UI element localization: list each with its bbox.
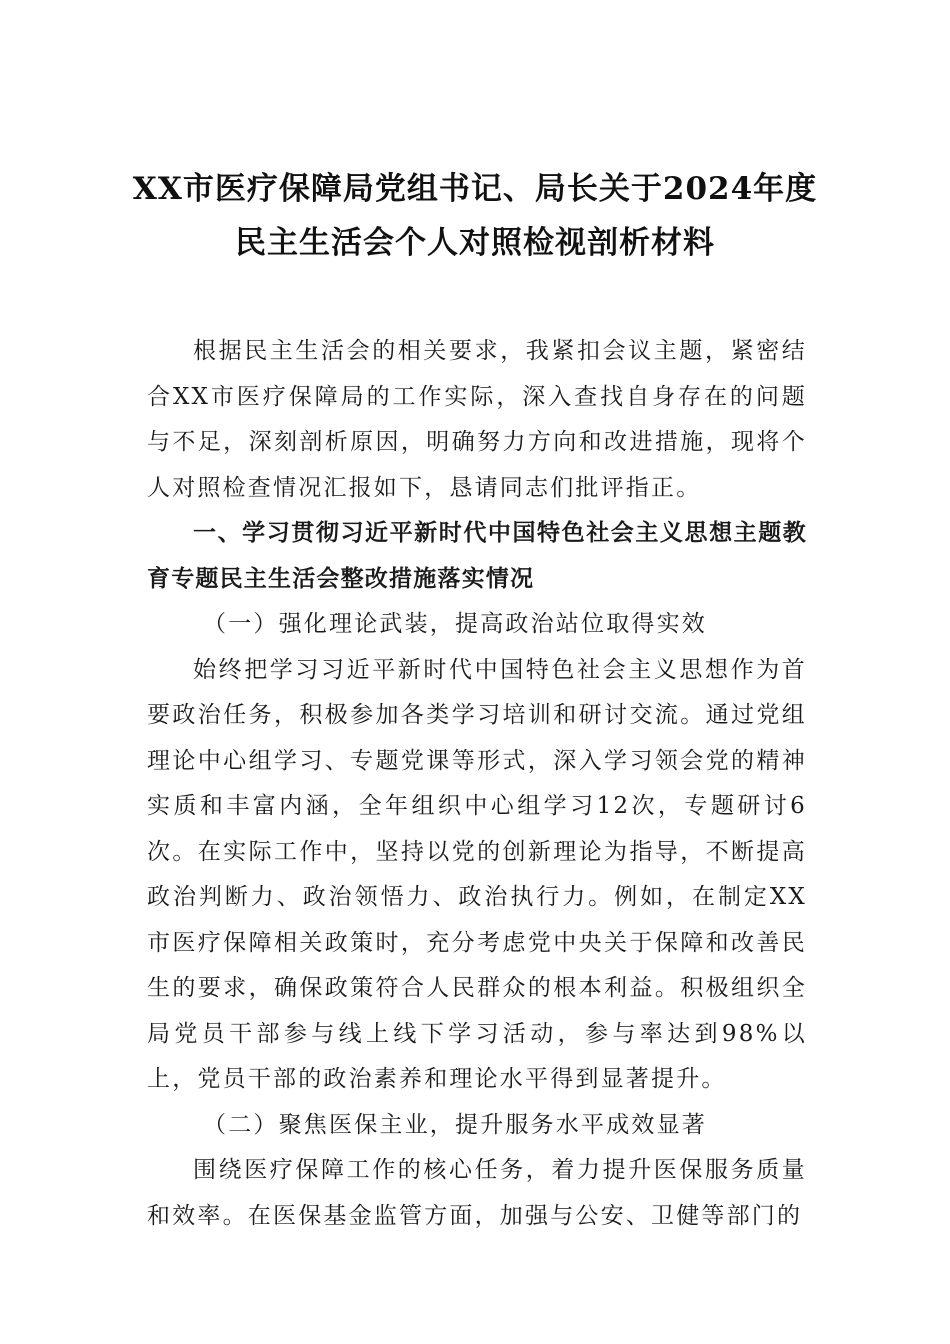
- subsection-1-paragraph: 始终把学习习近平新时代中国特色社会主义思想作为首要政治任务，积极参加各类学习培训和研讨交流。通过党组理论中心组学习、专题党课等形式，深入学习领会党的精神实质和丰富内涵，全年组织中心组学习12次，专题研讨6次。在实际工作中，坚持以党的创新理论为指导，不断提高政治判断力、政治领悟力、政治执行力。例如，在制定XX市医疗保障相关政策时，充分考虑党中央关于保障和改善民生的要求，确保政策符合人民群众的根本利益。积极组织全局党员干部参与线上线下学习活动，参与率达到98%以上，党员干部的政治素养和理论水平得到显著提升。: [147, 656, 807, 1092]
- subsection-2-prefix: （二）: [203, 1111, 279, 1138]
- subsection-2-title: 聚焦医保主业，提升服务水平成效显著: [278, 1111, 708, 1138]
- document-title: XX市医疗保障局党组书记、局长关于2024年度民主生活会个人对照检视剖析材料: [132, 171, 818, 261]
- subsection-2-paragraph: 围绕医疗保障工作的核心任务，着力提升医保服务质量和效率。在医保基金监管方面，加强与公安、卫健等部门的: [147, 1157, 807, 1229]
- section-1-heading: 一、学习贯彻习近平新时代中国特色社会主义思想主题教育专题民主生活会整改措施落实情况: [147, 520, 807, 592]
- subsection-1-heading: [147, 602, 807, 648]
- subsection-2-heading: [147, 1103, 807, 1149]
- subsection-1-title: 强化理论武装，提高政治站位取得实效: [278, 611, 708, 637]
- document-body: [147, 329, 807, 1239]
- subsection-1-prefix: （一）: [203, 611, 279, 637]
- intro-paragraph: 根据民主生活会的相关要求，我紧扣会议主题，紧密结合XX市医疗保障局的工作实际，深入查找自身存在的问题与不足，深刻剖析原因，明确努力方向和改进措施，现将个人对照检查情况汇报如下，恳请同志们批评指正。: [147, 338, 807, 501]
